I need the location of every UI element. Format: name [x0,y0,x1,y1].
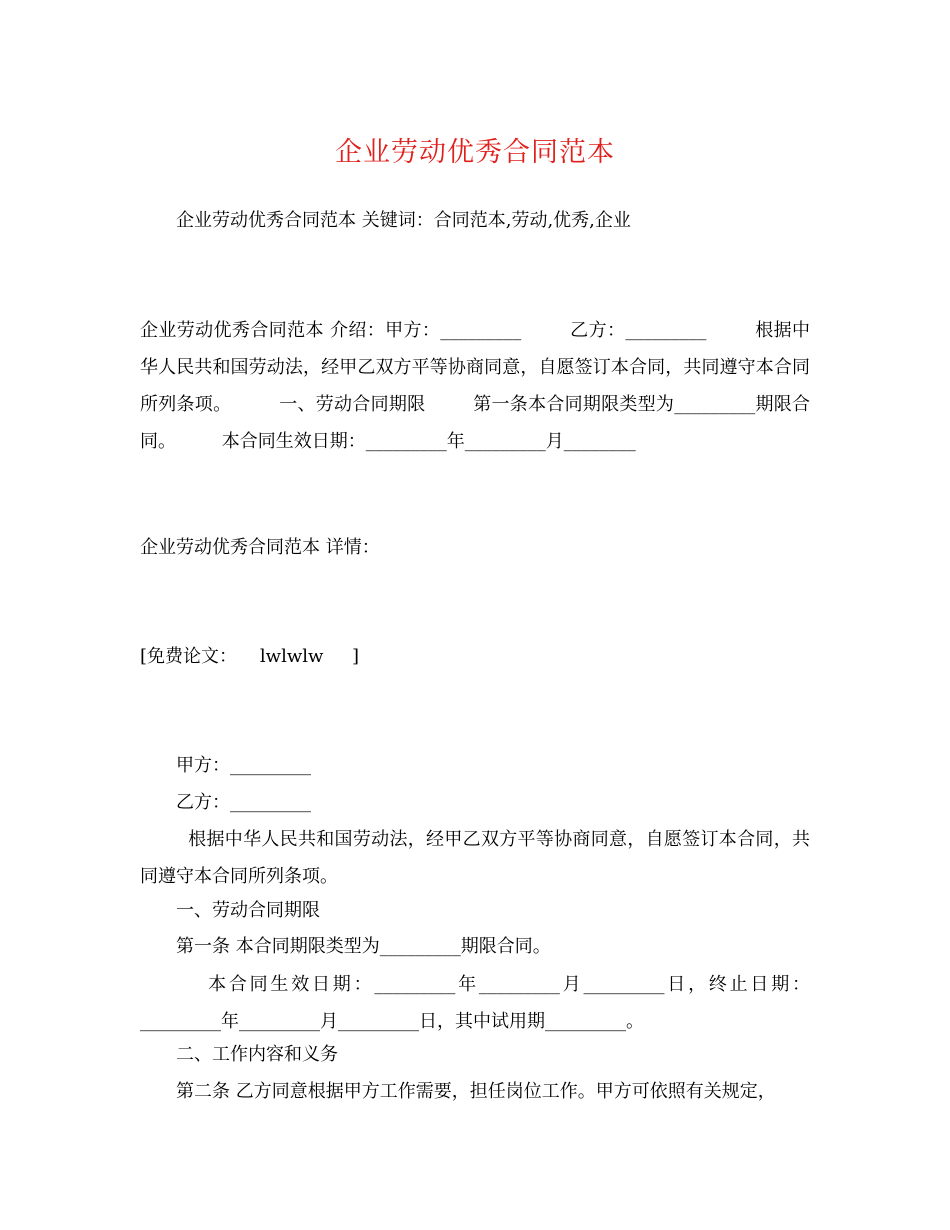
free-paper-note: [免费论文： lwlwlw ] [140,646,360,667]
document-title: 企业劳动优秀合同范本 [335,137,615,168]
basis-paragraph: 根据中华人民共和国劳动法，经甲乙双方平等协商同意，自愿签订本合同，共同遵守本合同所列条项。 [140,829,811,887]
effective-date-paragraph: 本合同生效日期：_________年_________月_________日，终止日期：_________年_________月_________日，其中试用期_________。 [140,974,810,1032]
party-a-line: 甲方：_________ [176,755,311,776]
section-1-heading: 一、劳动合同期限 [176,900,320,921]
intro-paragraph: 企业劳动优秀合同范本 介绍：甲方：_________ 乙方：_________ 根据中华人民共和国劳动法，经甲乙双方平等协商同意，自愿签订本合同，共同遵守本合同所列条项。 一、劳动合同期限 第一条本合同期限类型为_________期限合同。 本合同生效日期：_________年_________月________ [140,320,810,452]
keywords-line: 企业劳动优秀合同范本 关键词：合同范本,劳动,优秀,企业 [176,210,631,231]
article-2: 第二条 乙方同意根据甲方工作需要，担任岗位工作。甲方可依照有关规定， [176,1081,776,1102]
party-b-line: 乙方：_________ [176,792,311,813]
article-1: 第一条 本合同期限类型为_________期限合同。 [176,936,551,957]
section-2-heading: 二、工作内容和义务 [176,1044,338,1065]
details-label: 企业劳动优秀合同范本 详情： [140,537,380,558]
